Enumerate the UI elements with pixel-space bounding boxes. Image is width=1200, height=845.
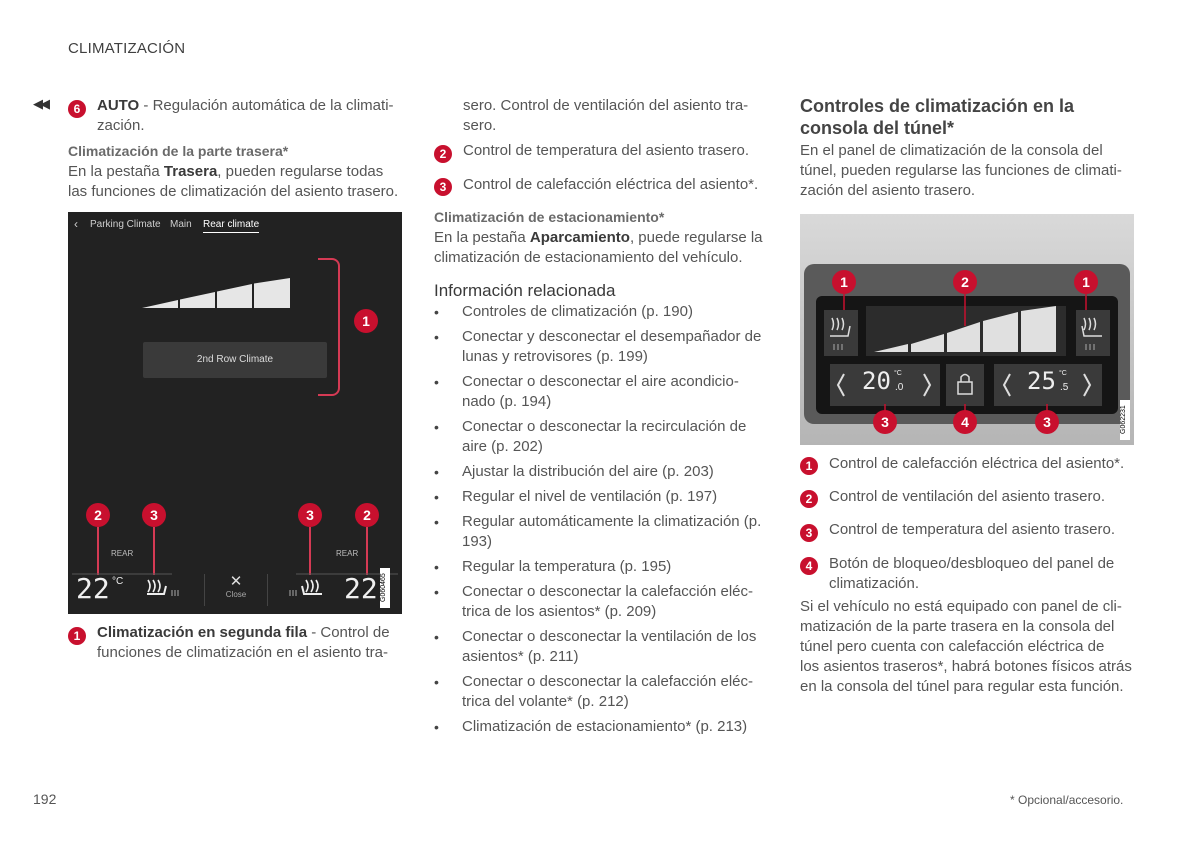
rear-climate-screen: [68, 212, 402, 614]
image-code: G060465: [380, 568, 390, 608]
tunnel-console-photo: [800, 214, 1134, 445]
related-link[interactable]: • Conectar o desconectar la ventilación de los asientos* (p. 211): [434, 627, 769, 667]
related-link[interactable]: • Regular automáticamente la climatización (p. 193): [434, 512, 769, 552]
callout-bracket: [318, 258, 340, 396]
item-3-text: Control de calefacción eléctrica del asiento*.: [463, 176, 759, 193]
parking-climate-heading: Climatización de estacionamiento*: [434, 209, 665, 225]
console-image-code: G062231: [1120, 400, 1130, 440]
note-line: matización de la parte trasera en la consola del: [800, 618, 1115, 635]
rear-p1a: En la pestaña: [68, 163, 164, 180]
console-item-2-badge: 2: [800, 490, 818, 508]
note-line: los asientos traseros*, habrá botones físicos atrás: [800, 658, 1132, 675]
caption-1-badge: 1: [68, 627, 86, 645]
temperature-unit: °C: [112, 576, 124, 587]
note-line: túnel pero cuenta con calefacción eléctrica de: [800, 638, 1105, 655]
console-temp-left[interactable]: 20: [862, 367, 891, 395]
console-item-1-badge: 1: [800, 457, 818, 475]
seat-heat-left-icon[interactable]: [144, 576, 180, 600]
related-info-heading: Información relacionada: [434, 281, 616, 300]
console-callout-3-left: 3: [873, 410, 897, 434]
item-6-text: [97, 96, 407, 136]
caption-1-desc-2: funciones de climatización en el asiento tra-: [97, 644, 388, 661]
page-number: 192: [33, 791, 57, 807]
close-icon: ✕: [229, 573, 243, 590]
fan-level-bars[interactable]: [142, 278, 292, 310]
item-6-desc-2: zación.: [97, 117, 145, 134]
park-p1b: Aparcamiento: [529, 229, 630, 246]
tab-main[interactable]: Main: [170, 219, 192, 230]
cont-line-2: sero.: [463, 117, 497, 134]
temperature-right[interactable]: 22: [344, 572, 378, 605]
previous-arrows-icon[interactable]: ◀◀: [33, 96, 47, 111]
intro-1: En el panel de climatización de la consola del: [800, 142, 1103, 159]
close-button[interactable]: [204, 574, 268, 606]
park-p2: climatización de estacionamiento del vehículo.: [434, 249, 743, 266]
console-item-4-text: Botón de bloqueo/desbloqueo del panel de climatización.: [829, 555, 1115, 592]
callout-3-right: 3: [298, 503, 322, 527]
console-item-2-text: Control de ventilación del asiento trasero.: [829, 488, 1105, 505]
related-links-list: [434, 302, 769, 742]
tab-rear-climate[interactable]: Rear climate: [203, 219, 259, 233]
related-link[interactable]: • Climatización de estacionamiento* (p. 213): [434, 717, 769, 737]
tunnel-title-1: Controles de climatización en la: [800, 96, 1075, 116]
rear-p1b: Trasera: [163, 163, 218, 180]
seat-heat-right-icon[interactable]: [288, 576, 328, 600]
callout-2-left: 2: [86, 503, 110, 527]
temperature-left[interactable]: 22: [76, 572, 110, 605]
rear-label-right: REAR: [336, 549, 359, 558]
park-p1a: En la pestaña: [434, 229, 530, 246]
callout-1: 1: [354, 309, 378, 333]
tunnel-console-heading: [800, 95, 1140, 139]
page-section-title: CLIMATIZACIÓN: [68, 40, 186, 57]
related-link[interactable]: • Conectar o desconectar la calefacción eléc-trica de los asientos* (p. 209): [434, 582, 769, 622]
console-temp-right-decimal: .5: [1060, 382, 1069, 393]
console-callout-3-right: 3: [1035, 410, 1059, 434]
intro-3: zación del asiento trasero.: [800, 182, 976, 199]
item-6-badge: 6: [68, 100, 86, 118]
intro-2: túnel, pueden regularse las funciones de climati-: [800, 162, 1122, 179]
related-link[interactable]: • Regular el nivel de ventilación (p. 197): [434, 487, 769, 507]
park-p1c: , puede regularse la: [629, 229, 763, 246]
second-row-climate-button[interactable]: 2nd Row Climate: [143, 342, 327, 378]
console-callout-1-right: 1: [1074, 270, 1098, 294]
console-temp-right-unit: °C: [1059, 370, 1067, 377]
caption-1-text: [97, 623, 407, 663]
console-item-4-badge: 4: [800, 557, 818, 575]
close-label: Close: [225, 590, 247, 599]
console-callout-1-left: 1: [832, 270, 856, 294]
console-note: [800, 597, 1140, 697]
parking-climate-paragraph: [434, 228, 774, 268]
console-temp-left-unit: °C: [894, 370, 902, 377]
console-temp-right[interactable]: 25: [1027, 367, 1056, 395]
console-callout-2: 2: [953, 270, 977, 294]
continuation-text: [463, 96, 763, 136]
console-item-3-text: Control de temperatura del asiento trasero.: [829, 521, 1115, 538]
item-6-desc: - Regulación automática de la climati-: [139, 97, 394, 114]
item-3-badge: 3: [434, 178, 452, 196]
related-link[interactable]: • Conectar o desconectar la recirculación de aire (p. 202): [434, 417, 769, 457]
screen-tab-bar: [68, 212, 402, 238]
item-6-bold: AUTO: [97, 97, 140, 114]
related-link[interactable]: • Conectar o desconectar la calefacción eléc-trica del volante* (p. 212): [434, 672, 769, 712]
related-link[interactable]: • Controles de climatización (p. 190): [434, 302, 769, 322]
cont-line-1: sero. Control de ventilación del asiento tra-: [463, 97, 749, 114]
note-line: Si el vehículo no está equipado con panel de cli-: [800, 598, 1122, 615]
related-link[interactable]: • Regular la temperatura (p. 195): [434, 557, 769, 577]
console-callout-4: 4: [953, 410, 977, 434]
related-link[interactable]: • Conectar o desconectar el aire acondicio-nado (p. 194): [434, 372, 769, 412]
rear-p2: las funciones de climatización del asiento trasero.: [68, 183, 399, 200]
tab-parking-climate[interactable]: Parking Climate: [90, 219, 161, 230]
console-item-3-badge: 3: [800, 524, 818, 542]
rear-label-left: REAR: [111, 549, 134, 558]
tunnel-title-2: consola del túnel*: [800, 118, 955, 138]
callout-2-right: 2: [355, 503, 379, 527]
rear-p1c: , pueden regularse todas: [217, 163, 384, 180]
item-2-badge: 2: [434, 145, 452, 163]
back-chevron-icon[interactable]: ‹: [74, 217, 78, 231]
related-link[interactable]: • Conectar y desconectar el desempañador de lunas y retrovisores (p. 199): [434, 327, 769, 367]
caption-1-bold: Climatización en segunda fila: [97, 624, 308, 641]
rear-climate-heading: Climatización de la parte trasera*: [68, 143, 289, 159]
console-item-1-text: Control de calefacción eléctrica del asiento*.: [829, 455, 1125, 472]
item-2-text: Control de temperatura del asiento trasero.: [463, 142, 749, 159]
footnote: * Opcional/accesorio.: [1010, 793, 1124, 807]
callout-3-left: 3: [142, 503, 166, 527]
console-temp-left-decimal: .0: [895, 382, 904, 393]
note-line: en la consola del túnel para regular esta función.: [800, 678, 1124, 695]
tunnel-console-intro: [800, 141, 1140, 201]
rear-climate-paragraph: [68, 162, 408, 202]
related-link[interactable]: • Ajustar la distribución del aire (p. 203): [434, 462, 769, 482]
caption-1-desc: - Control de: [307, 624, 390, 641]
